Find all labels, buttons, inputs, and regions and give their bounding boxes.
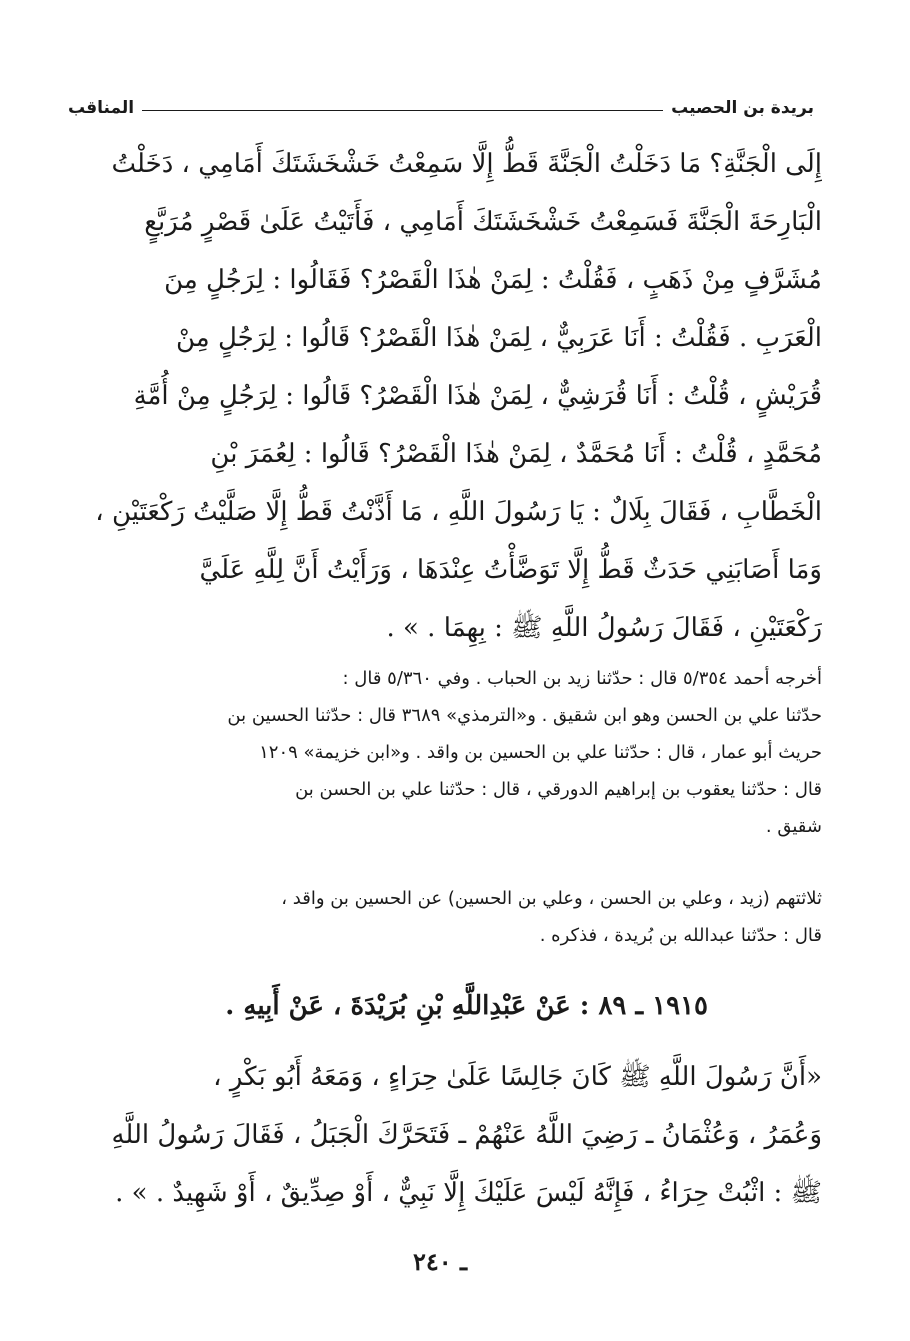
body-line: الْخَطَّابِ ، فَقَالَ بِلَالٌ : يَا رَسُولَ اللَّهِ ، مَا أَذَّنْتُ قَطُّ إِلَّا صَلَّيْتُ رَكْعَتَيْنِ ، <box>95 497 822 527</box>
takhrij-note <box>70 660 822 845</box>
hadith-line: وَعُمَرُ ، وَعُثْمَانُ ـ رَضِيَ اللَّهُ عَنْهُمْ ـ فَتَحَرَّكَ الْجَبَلُ ، فَقَالَ رَسُولُ اللَّهِ <box>111 1120 822 1150</box>
body-line: الْبَارِحَةَ الْجَنَّةَ فَسَمِعْتُ خَشْخَشَتَكَ أَمَامِي ، فَأَتَيْتُ عَلَىٰ قَصْرٍ مُرَبَّعٍ <box>144 207 822 237</box>
note-line: حدّثنا علي بن الحسن وهو ابن شقيق . و«الترمذي» ٣٦٨٩ قال : حدّثنا الحسين بن <box>227 705 822 726</box>
note-line: شقيق . <box>765 816 822 837</box>
hadith-body-continued <box>70 135 822 657</box>
chain-summary-note <box>70 880 822 954</box>
body-line: الْعَرَبِ . فَقُلْتُ : أَنَا عَرَبِيٌّ ، لِمَنْ هٰذَا الْقَصْرُ؟ قَالُوا : لِرَجُلٍ مِنْ <box>176 323 822 353</box>
note-line: قال : حدّثنا يعقوب بن إبراهيم الدورقي ، قال : حدّثنا علي بن الحسن بن <box>295 779 822 800</box>
body-line: رَكْعَتَيْنِ ، فَقَالَ رَسُولُ اللَّهِ ﷺ : بِهِمَا . » . <box>386 613 822 643</box>
running-header <box>68 92 814 118</box>
hadith-line: ﷺ : اثْبُتْ حِرَاءُ ، فَإِنَّهُ لَيْسَ عَلَيْكَ إِلَّا نَبِيٌّ ، أَوْ صِدِّيقٌ ، أَوْ شَهِيدٌ . » . <box>115 1178 822 1208</box>
body-line: مُحَمَّدٍ ، قُلْتُ : أَنَا مُحَمَّدٌ ، لِمَنْ هٰذَا الْقَصْرُ؟ قَالُوا : لِعُمَرَ بْنِ <box>210 439 822 469</box>
body-line: وَمَا أَصَابَنِي حَدَثٌ قَطُّ إِلَّا تَوَضَّأْتُ عِنْدَهَا ، وَرَأَيْتُ أَنَّ لِلَّهِ عَلَيَّ <box>199 555 822 585</box>
body-line: قُرَيْشٍ ، قُلْتُ : أَنَا قُرَشِيٌّ ، لِمَنْ هٰذَا الْقَصْرُ؟ قَالُوا : لِرَجُلٍ مِنْ أُمَّةِ <box>133 381 822 411</box>
header-rule <box>142 110 663 111</box>
hadith-line: «أَنَّ رَسُولَ اللَّهِ ﷺ كَانَ جَالِسًا عَلَىٰ حِرَاءٍ ، وَمَعَهُ أَبُو بَكْرٍ ، <box>213 1062 822 1092</box>
header-section-title: بريدة بن الحصيب <box>671 98 814 118</box>
header-chapter-title: المناقب <box>68 98 135 118</box>
body-line: مُشَرَّفٍ مِنْ ذَهَبٍ ، فَقُلْتُ : لِمَنْ هٰذَا الْقَصْرُ؟ فَقَالُوا : لِرَجُلٍ مِنَ <box>164 265 822 295</box>
body-line: إِلَى الْجَنَّةِ؟ مَا دَخَلْتُ الْجَنَّةَ قَطُّ إِلَّا سَمِعْتُ خَشْخَشَتَكَ أَمَامِي ، دَخَلْتُ <box>111 149 822 179</box>
hadith-body <box>70 1048 822 1222</box>
note-line: ثلاثتهم (زيد ، وعلي بن الحسن ، وعلي بن الحسين) عن الحسين بن واقد ، <box>281 888 822 909</box>
page-number: ـ ٢٤٠ <box>412 1247 468 1276</box>
note-line: أخرجه أحمد ٥/٣٥٤ قال : حدّثنا زيد بن الحباب . وفي ٥/٣٦٠ قال : <box>342 668 822 689</box>
hadith-heading: ١٩١٥ ـ ٨٩ : عَنْ عَبْدِاللَّهِ بْنِ بُرَيْدَةَ ، عَنْ أَبِيهِ . <box>225 991 708 1021</box>
note-line: حريث أبو عمار ، قال : حدّثنا علي بن الحسين بن واقد . و«ابن خزيمة» ١٢٠٩ <box>259 742 822 763</box>
note-line: قال : حدّثنا عبدالله بن بُريدة ، فذكره . <box>539 925 822 946</box>
